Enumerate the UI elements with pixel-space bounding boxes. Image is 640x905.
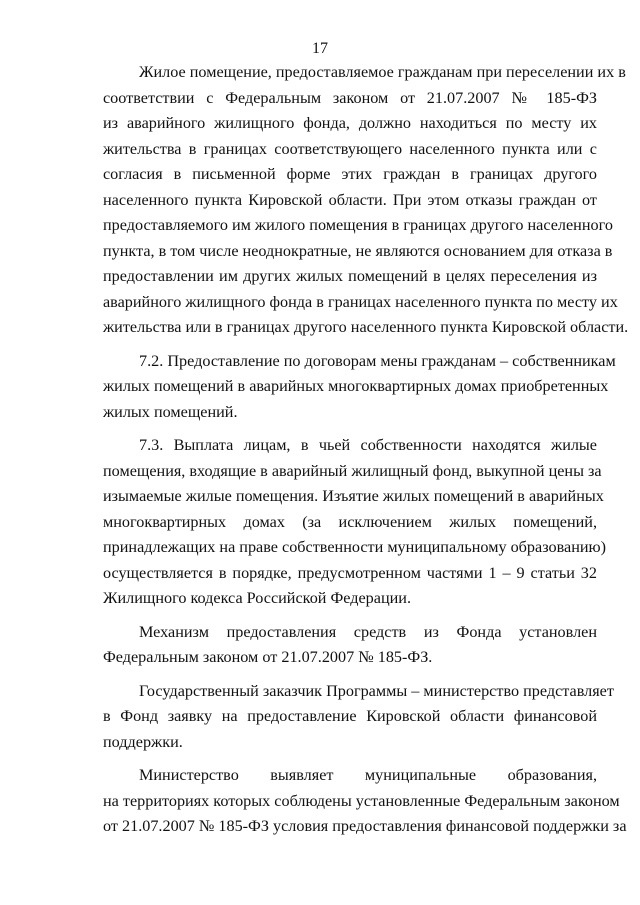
paragraph-spacer — [103, 612, 597, 620]
paragraph-spacer — [103, 425, 597, 433]
text-line: предоставлении им других жилых помещений в целях переселения из — [103, 267, 597, 285]
text-line: жилых помещений. — [103, 402, 238, 421]
text-line: населенного пункта Кировской области. При этом отказы граждан от — [103, 190, 597, 209]
text-line: предоставляемого им жилого помещения в границах другого населенного — [103, 216, 613, 234]
text-line: Федеральным законом от 21.07.2007 № 185-ФЗ. — [103, 648, 433, 666]
text-line: жительства в границах соответствующего населенного пункта или с — [103, 139, 597, 158]
text-line: в Фонд заявку на предоставление Кировской области финансовой — [103, 707, 597, 725]
text-line: Министерство выявляет муниципальные образования, — [139, 766, 597, 784]
paragraph-relocation-housing — [103, 60, 629, 341]
text-line: многоквартирных домах (за исключением жилых помещений, — [103, 512, 597, 531]
text-line: Жилищного кодекса Российской Федерации. — [103, 589, 411, 607]
text-line: жилых помещений в аварийных многоквартирных домах приобретенных — [103, 377, 609, 395]
text-line: жительства или в границах другого населенного пункта Кировской области. — [103, 318, 629, 336]
text-line: изымаемые жилые помещения. Изъятие жилых помещений в аварийных — [103, 487, 604, 505]
text-line: помещения, входящие в аварийный жилищный фонд, выкупной цены за — [103, 461, 602, 480]
page-number: 17 — [312, 40, 328, 57]
paragraph-spacer — [103, 671, 597, 679]
document-body — [103, 60, 629, 840]
paragraph-7-3 — [103, 433, 607, 612]
text-line: поддержки. — [103, 732, 183, 751]
paragraph-spacer — [103, 341, 597, 349]
text-line: Государственный заказчик Программы – министерство представляет — [139, 681, 614, 700]
text-line: Жилое помещение, предоставляемое гражданам при переселении их в — [139, 63, 626, 81]
text-line: Механизм предоставления средств из Фонда установлен — [139, 622, 597, 641]
text-line: из аварийного жилищного фонда, должно находиться по месту их — [103, 114, 597, 132]
text-line: 7.2. Предоставление по договорам мены гражданам – собственникам — [139, 351, 616, 370]
paragraph-ministry — [103, 763, 627, 840]
text-line: 7.3. Выплата лицам, в чьей собственности находятся жилые — [139, 436, 597, 454]
text-line: осуществляется в порядке, предусмотренном частями 1 – 9 статьи 32 — [103, 563, 597, 582]
paragraph-spacer — [103, 755, 597, 763]
text-line: от 21.07.2007 № 185-ФЗ условия предоставления финансовой поддержки за — [103, 817, 627, 835]
text-line: согласия в письменной форме этих граждан в границах другого — [103, 165, 597, 183]
paragraph-fund-mechanism — [103, 620, 597, 671]
paragraph-7-2 — [103, 349, 616, 426]
text-line: принадлежащих на праве собственности муниципальному образованию) — [103, 538, 607, 556]
text-line: аварийного жилищного фонда в границах населенного пункта по месту их — [103, 292, 618, 311]
text-line: соответствии с Федеральным законом от 21.07.2007 № 185-ФЗ — [103, 88, 597, 107]
text-line: на территориях которых соблюдены установленные Федеральным законом — [103, 791, 620, 810]
text-line: пункта, в том числе неоднократные, не являются основанием для отказа в — [103, 241, 613, 260]
paragraph-state-customer — [103, 679, 614, 756]
